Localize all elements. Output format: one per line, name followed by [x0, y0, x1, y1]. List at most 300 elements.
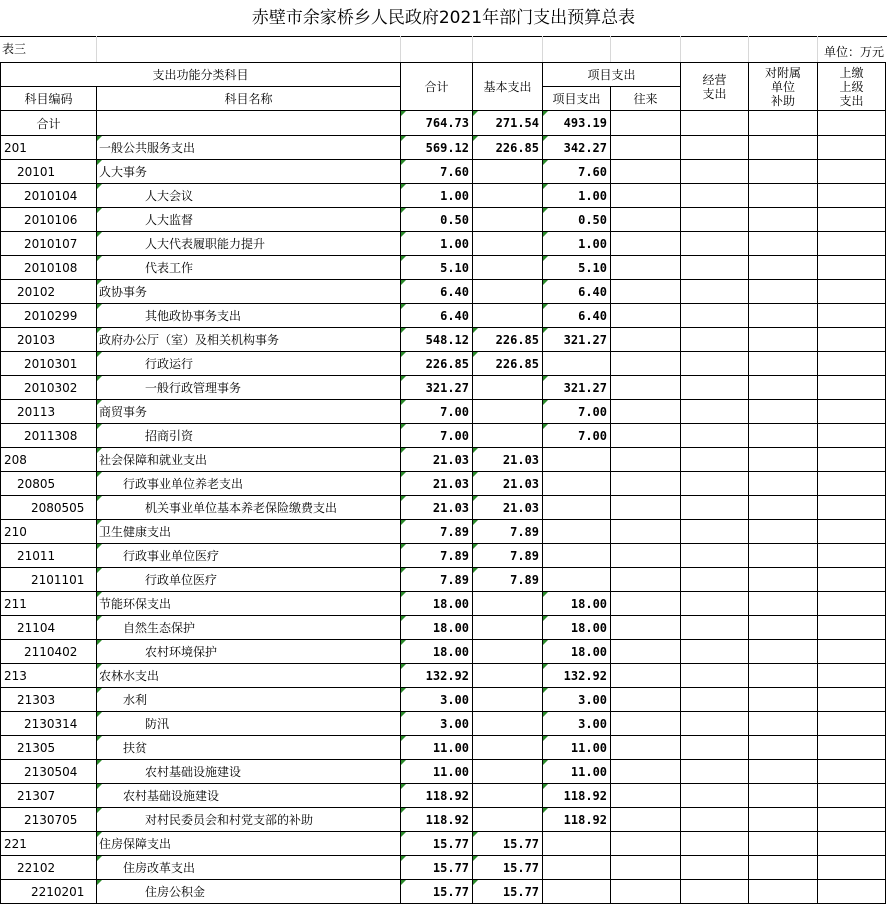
row-empty-cell [611, 208, 681, 232]
row-empty-cell [611, 304, 681, 328]
row-empty-cell [611, 160, 681, 184]
row-project: 493.19 [543, 111, 611, 136]
row-basic: 21.03 [473, 496, 543, 520]
row-empty-cell [611, 496, 681, 520]
row-empty-cell [611, 352, 681, 376]
row-empty-cell [681, 472, 749, 496]
row-total: 7.89 [401, 520, 473, 544]
row-project: 5.10 [543, 256, 611, 280]
row-empty-cell [749, 616, 818, 640]
row-empty-cell [818, 472, 886, 496]
row-empty-cell [681, 520, 749, 544]
row-code: 21305 [1, 736, 97, 760]
row-total: 11.00 [401, 736, 473, 760]
row-empty-cell [611, 400, 681, 424]
row-empty-cell [611, 280, 681, 304]
row-empty-cell [611, 760, 681, 784]
row-empty-cell [611, 688, 681, 712]
code-header: 科目编码 [1, 87, 97, 111]
row-empty-cell [818, 592, 886, 616]
row-project: 18.00 [543, 616, 611, 640]
row-basic: 7.89 [473, 520, 543, 544]
header-gridlines [0, 36, 887, 62]
table-row [1, 208, 886, 232]
row-basic [473, 424, 543, 448]
row-empty-cell [681, 616, 749, 640]
row-project: 7.00 [543, 424, 611, 448]
row-total: 3.00 [401, 688, 473, 712]
row-name: 政府办公厅（室）及相关机构事务 [97, 328, 401, 352]
row-empty-cell [749, 664, 818, 688]
table-row [1, 688, 886, 712]
row-empty-cell [818, 328, 886, 352]
row-empty-cell [818, 832, 886, 856]
table-row [1, 424, 886, 448]
row-empty-cell [611, 544, 681, 568]
row-empty-cell [818, 640, 886, 664]
row-project: 1.00 [543, 184, 611, 208]
row-basic: 226.85 [473, 328, 543, 352]
name-header: 科目名称 [97, 87, 401, 111]
row-project: 6.40 [543, 304, 611, 328]
row-code: 20102 [1, 280, 97, 304]
row-project: 7.60 [543, 160, 611, 184]
row-code: 2080505 [1, 496, 97, 520]
table-row [1, 496, 886, 520]
row-empty-cell [818, 520, 886, 544]
row-empty-cell [681, 760, 749, 784]
row-empty-cell [749, 424, 818, 448]
row-empty-cell [818, 424, 886, 448]
row-code: 2010104 [1, 184, 97, 208]
row-name: 商贸事务 [97, 400, 401, 424]
row-name: 扶贫 [97, 736, 401, 760]
row-empty-cell [681, 280, 749, 304]
row-total: 11.00 [401, 760, 473, 784]
row-empty-cell [818, 880, 886, 904]
row-name: 机关事业单位基本养老保险缴费支出 [97, 496, 401, 520]
row-empty-cell [749, 400, 818, 424]
row-basic [473, 760, 543, 784]
row-total: 118.92 [401, 784, 473, 808]
row-project [543, 568, 611, 592]
row-empty-cell [681, 184, 749, 208]
row-code: 21104 [1, 616, 97, 640]
table-row [1, 880, 886, 904]
row-empty-cell [749, 592, 818, 616]
row-project: 118.92 [543, 784, 611, 808]
row-total: 548.12 [401, 328, 473, 352]
row-project: 0.50 [543, 208, 611, 232]
row-basic [473, 208, 543, 232]
row-empty-cell [681, 712, 749, 736]
row-empty-cell [818, 280, 886, 304]
table-row [1, 736, 886, 760]
row-code: 201 [1, 136, 97, 160]
row-project [543, 496, 611, 520]
row-total: 764.73 [401, 111, 473, 136]
row-empty-cell [681, 136, 749, 160]
row-empty-cell [749, 544, 818, 568]
func-category-header: 支出功能分类科目 [1, 63, 401, 87]
row-empty-cell [749, 208, 818, 232]
row-empty-cell [611, 448, 681, 472]
row-code: 2130705 [1, 808, 97, 832]
budget-table [0, 62, 886, 904]
row-empty-cell [681, 856, 749, 880]
row-project [543, 352, 611, 376]
row-total: 321.27 [401, 376, 473, 400]
business-header [681, 63, 749, 111]
row-empty-cell [611, 784, 681, 808]
table-row [1, 256, 886, 280]
table-row [1, 400, 886, 424]
row-empty-cell [749, 808, 818, 832]
row-project [543, 448, 611, 472]
row-project: 7.00 [543, 400, 611, 424]
row-basic [473, 304, 543, 328]
row-empty-cell [681, 544, 749, 568]
row-code: 20101 [1, 160, 97, 184]
row-empty-cell [749, 448, 818, 472]
row-code: 2210201 [1, 880, 97, 904]
row-empty-cell [749, 136, 818, 160]
row-project: 118.92 [543, 808, 611, 832]
row-empty-cell [818, 496, 886, 520]
table-row [1, 160, 886, 184]
row-empty-cell [818, 136, 886, 160]
row-empty-cell [749, 736, 818, 760]
row-total: 132.92 [401, 664, 473, 688]
row-project: 11.00 [543, 736, 611, 760]
row-total: 3.00 [401, 712, 473, 736]
row-empty-cell [818, 616, 886, 640]
row-name: 行政运行 [97, 352, 401, 376]
row-basic: 7.89 [473, 568, 543, 592]
row-empty-cell [818, 448, 886, 472]
row-basic: 15.77 [473, 880, 543, 904]
table-row [1, 664, 886, 688]
row-code: 2101101 [1, 568, 97, 592]
row-total: 18.00 [401, 616, 473, 640]
row-empty-cell [749, 832, 818, 856]
row-project [543, 472, 611, 496]
row-total: 6.40 [401, 304, 473, 328]
row-name: 节能环保支出 [97, 592, 401, 616]
row-project [543, 880, 611, 904]
row-empty-cell [749, 160, 818, 184]
row-name: 一般公共服务支出 [97, 136, 401, 160]
row-empty-cell [818, 784, 886, 808]
row-empty-cell [818, 760, 886, 784]
table-row [1, 448, 886, 472]
row-total: 7.89 [401, 544, 473, 568]
table-row [1, 640, 886, 664]
row-empty-cell [681, 736, 749, 760]
row-empty-cell [749, 856, 818, 880]
row-empty-cell [749, 472, 818, 496]
row-code: 211 [1, 592, 97, 616]
table-row [1, 472, 886, 496]
row-empty-cell [681, 376, 749, 400]
row-total: 5.10 [401, 256, 473, 280]
row-name: 人大监督 [97, 208, 401, 232]
row-name: 农村基础设施建设 [97, 784, 401, 808]
row-name: 行政事业单位养老支出 [97, 472, 401, 496]
row-code: 20113 [1, 400, 97, 424]
row-basic: 21.03 [473, 472, 543, 496]
row-empty-cell [611, 184, 681, 208]
basic-header: 基本支出 [473, 63, 543, 111]
row-empty-cell [611, 736, 681, 760]
row-name: 农村环境保护 [97, 640, 401, 664]
row-project [543, 856, 611, 880]
row-empty-cell [611, 856, 681, 880]
row-empty-cell [681, 832, 749, 856]
row-empty-cell [681, 568, 749, 592]
row-project: 6.40 [543, 280, 611, 304]
row-empty-cell [681, 424, 749, 448]
project-sub-header: 项目支出 [543, 87, 611, 111]
row-empty-cell [611, 712, 681, 736]
row-name: 农村基础设施建设 [97, 760, 401, 784]
table-row [1, 280, 886, 304]
row-empty-cell [818, 184, 886, 208]
row-name: 人大会议 [97, 184, 401, 208]
table-row [1, 304, 886, 328]
table-row [1, 808, 886, 832]
row-basic [473, 664, 543, 688]
row-name: 对村民委员会和村党支部的补助 [97, 808, 401, 832]
row-empty-cell [611, 256, 681, 280]
row-total: 21.03 [401, 472, 473, 496]
row-empty-cell [681, 208, 749, 232]
row-basic [473, 400, 543, 424]
row-basic [473, 616, 543, 640]
row-empty-cell [749, 256, 818, 280]
row-empty-cell [818, 111, 886, 136]
row-code: 2010301 [1, 352, 97, 376]
row-empty-cell [611, 664, 681, 688]
row-code: 21303 [1, 688, 97, 712]
row-empty-cell [681, 160, 749, 184]
row-name: 住房改革支出 [97, 856, 401, 880]
row-name: 一般行政管理事务 [97, 376, 401, 400]
row-empty-cell [681, 880, 749, 904]
row-name: 防汛 [97, 712, 401, 736]
row-empty-cell [611, 472, 681, 496]
row-code: 20103 [1, 328, 97, 352]
row-total: 15.77 [401, 832, 473, 856]
table-row [1, 328, 886, 352]
row-total: 0.50 [401, 208, 473, 232]
row-basic [473, 688, 543, 712]
table-row [1, 832, 886, 856]
row-project: 3.00 [543, 688, 611, 712]
row-empty-cell [818, 568, 886, 592]
row-empty-cell [681, 808, 749, 832]
row-empty-cell [749, 520, 818, 544]
row-empty-cell [818, 304, 886, 328]
row-empty-cell [818, 664, 886, 688]
row-empty-cell [611, 111, 681, 136]
row-total: 21.03 [401, 448, 473, 472]
row-empty-cell [818, 688, 886, 712]
table-row [1, 111, 886, 136]
page-title: 赤壁市余家桥乡人民政府2021年部门支出预算总表 [0, 0, 887, 37]
row-empty-cell [681, 688, 749, 712]
row-basic [473, 736, 543, 760]
row-empty-cell [681, 256, 749, 280]
row-name: 住房保障支出 [97, 832, 401, 856]
row-empty-cell [749, 496, 818, 520]
row-code: 2130314 [1, 712, 97, 736]
row-name: 其他政协事务支出 [97, 304, 401, 328]
row-total: 226.85 [401, 352, 473, 376]
row-name: 招商引资 [97, 424, 401, 448]
row-empty-cell [681, 352, 749, 376]
table-row [1, 712, 886, 736]
row-empty-cell [611, 136, 681, 160]
row-name: 行政单位医疗 [97, 568, 401, 592]
row-code: 2010299 [1, 304, 97, 328]
row-code: 213 [1, 664, 97, 688]
row-project [543, 832, 611, 856]
row-empty-cell [749, 184, 818, 208]
row-empty-cell [818, 808, 886, 832]
row-name: 行政事业单位医疗 [97, 544, 401, 568]
subsidy-header [749, 63, 818, 111]
table-row [1, 616, 886, 640]
row-empty-cell [749, 688, 818, 712]
row-empty-cell [611, 424, 681, 448]
row-code: 22102 [1, 856, 97, 880]
row-empty-cell [681, 111, 749, 136]
row-empty-cell [818, 160, 886, 184]
row-basic [473, 808, 543, 832]
row-project: 3.00 [543, 712, 611, 736]
row-project [543, 520, 611, 544]
row-code: 2010107 [1, 232, 97, 256]
row-empty-cell [611, 616, 681, 640]
row-empty-cell [818, 256, 886, 280]
row-basic [473, 784, 543, 808]
row-name: 农林水支出 [97, 664, 401, 688]
row-project: 18.00 [543, 592, 611, 616]
row-empty-cell [681, 784, 749, 808]
row-empty-cell [749, 352, 818, 376]
table-label: 表三 [2, 42, 27, 56]
table-row [1, 760, 886, 784]
row-basic [473, 256, 543, 280]
row-name: 卫生健康支出 [97, 520, 401, 544]
row-basic [473, 160, 543, 184]
row-code: 21307 [1, 784, 97, 808]
table-row [1, 184, 886, 208]
row-name [97, 111, 401, 136]
row-empty-cell [681, 664, 749, 688]
row-code: 2130504 [1, 760, 97, 784]
row-empty-cell [818, 736, 886, 760]
table-body [1, 111, 886, 904]
row-basic [473, 232, 543, 256]
row-name: 水利 [97, 688, 401, 712]
row-empty-cell [611, 592, 681, 616]
row-name: 自然生态保护 [97, 616, 401, 640]
row-empty-cell [818, 352, 886, 376]
row-basic [473, 712, 543, 736]
row-empty-cell [681, 304, 749, 328]
table-row [1, 856, 886, 880]
table-row [1, 592, 886, 616]
row-name: 政协事务 [97, 280, 401, 304]
row-code: 2010108 [1, 256, 97, 280]
row-empty-cell [749, 280, 818, 304]
row-basic: 271.54 [473, 111, 543, 136]
row-empty-cell [749, 568, 818, 592]
row-empty-cell [611, 520, 681, 544]
row-project: 18.00 [543, 640, 611, 664]
row-basic [473, 280, 543, 304]
row-basic [473, 592, 543, 616]
row-empty-cell [818, 208, 886, 232]
row-basic [473, 376, 543, 400]
row-basic: 15.77 [473, 832, 543, 856]
row-empty-cell [818, 544, 886, 568]
upper-header-text: 上缴 上级 支出 [839, 65, 864, 108]
row-project: 321.27 [543, 328, 611, 352]
row-project: 132.92 [543, 664, 611, 688]
row-empty-cell [749, 328, 818, 352]
row-empty-cell [749, 880, 818, 904]
subsidy-header-text: 对附属 单位 补助 [765, 65, 802, 108]
table-row [1, 544, 886, 568]
row-empty-cell [818, 712, 886, 736]
row-total: 21.03 [401, 496, 473, 520]
row-empty-cell [611, 376, 681, 400]
row-project: 1.00 [543, 232, 611, 256]
business-header-text: 经营 支出 [702, 72, 727, 101]
row-total: 7.89 [401, 568, 473, 592]
table-row [1, 136, 886, 160]
row-code: 2010106 [1, 208, 97, 232]
row-code: 21011 [1, 544, 97, 568]
table-row [1, 784, 886, 808]
row-basic [473, 184, 543, 208]
row-total: 18.00 [401, 592, 473, 616]
row-empty-cell [818, 400, 886, 424]
row-total: 569.12 [401, 136, 473, 160]
table-row [1, 232, 886, 256]
row-empty-cell [611, 880, 681, 904]
row-empty-cell [818, 232, 886, 256]
row-empty-cell [611, 568, 681, 592]
row-empty-cell [681, 400, 749, 424]
row-code: 合计 [1, 111, 97, 136]
row-total: 15.77 [401, 856, 473, 880]
row-empty-cell [749, 232, 818, 256]
row-empty-cell [681, 328, 749, 352]
row-project: 321.27 [543, 376, 611, 400]
table-row [1, 520, 886, 544]
row-total: 18.00 [401, 640, 473, 664]
row-project: 11.00 [543, 760, 611, 784]
row-total: 1.00 [401, 184, 473, 208]
row-empty-cell [749, 712, 818, 736]
row-name: 住房公积金 [97, 880, 401, 904]
row-total: 7.00 [401, 400, 473, 424]
row-empty-cell [611, 832, 681, 856]
